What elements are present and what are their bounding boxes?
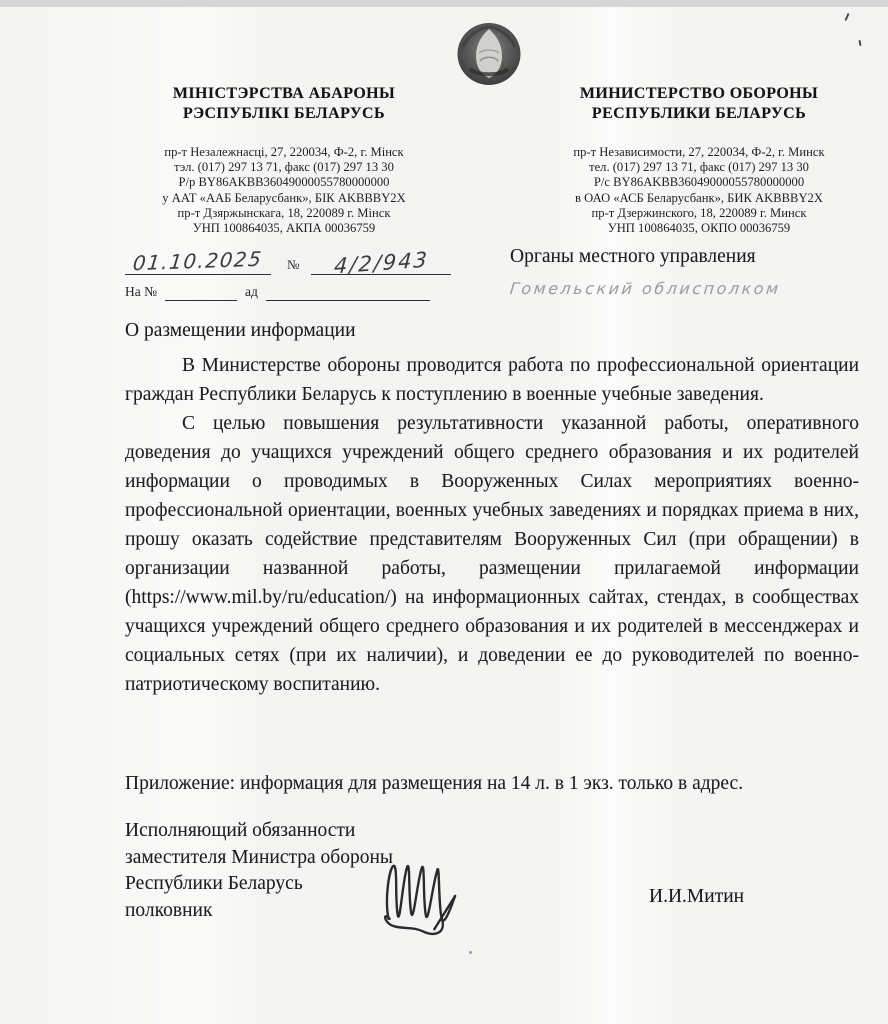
handwritten-date: 01.10.2025: [132, 246, 264, 276]
body-paragraph: С целью повышения результативности указанной работы, оперативного доведения до учащихся учреждений общего среднего образования и их родителей информации о проводимых в Вооруженных Силах мероприятиях военно-профессиональной ориентации, военных учебных заведениях и порядках приема в них, прошу оказать содействие представителям Вооруженных Сил (при обращении) в организации названной работы, размещении прилагаемой информации (https://www.mil.by/ru/education/) на информационных сайтах, стендах, в сообществах учащихся учреждений общего среднего образования и их родителей в мессенджерах и социальных сетях (при их наличии), и доведении ее до руководителей по военно-патриотическому воспитанию.: [125, 413, 859, 695]
closing-line: заместителя Министра обороны: [125, 846, 394, 868]
letterhead-russian: [518, 84, 880, 236]
address-line: УНП 100864035, АКПА 00036759: [192, 221, 376, 236]
date-number-row: [125, 246, 505, 279]
from-date-line: [266, 300, 430, 301]
address-line: пр-т Незалежнасці, 27, 220034, Ф-2, г. Мінск: [164, 145, 404, 159]
scan-mark-icon: [844, 13, 849, 21]
body-paragraph: В Министерстве обороны проводится работа по профессиональной ориентации граждан Республики Беларусь к поступлению в военные учебные заведения.: [125, 355, 859, 405]
closing-line: Исполняющий обязанности: [125, 820, 356, 841]
ministry-title-by-line1: МІНІСТЭРСТВА АБАРОНЫ: [172, 85, 396, 102]
ministry-address-by: [98, 145, 470, 236]
handwritten-number: 4/2/943: [333, 247, 430, 279]
address-line: тел. (017) 297 13 71, факс (017) 297 13 30: [589, 160, 809, 175]
ministry-title-ru-line1: МИНИСТЕРСТВО ОБОРОНЫ: [579, 85, 819, 102]
number-line: [311, 247, 451, 279]
address-line: пр-т Дзержинского, 18, 220089 г. Минск: [591, 205, 807, 220]
closing-block: [125, 818, 859, 924]
address-line: в ОАО «АСБ Беларусбанк», БИК AKBBBY2X: [575, 190, 823, 205]
from-label: ад: [245, 284, 258, 299]
scan-edge-artifact: [0, 0, 888, 7]
recipient-block: [510, 246, 870, 299]
letter-body: [125, 351, 859, 699]
scan-mark-icon: [858, 40, 861, 46]
closing-line: полковник: [125, 899, 213, 921]
on-number-label: На №: [125, 284, 157, 299]
reference-block: [125, 246, 505, 301]
address-line: у ААТ «ААБ Беларусбанк», БІК AKBBBY2X: [162, 190, 406, 205]
address-line: Р/с BY86AKBB36049000055780000000: [593, 175, 805, 190]
address-line: Р/р BY86AKBB36049000055780000000: [178, 175, 390, 190]
coat-of-arms-icon: [455, 21, 523, 87]
subject-line: О размещении информации: [125, 320, 356, 341]
number-sign: №: [287, 257, 300, 272]
ministry-title-by-line2: РЭСПУБЛІКІ БЕЛАРУСЬ: [183, 105, 385, 122]
recipient-handwritten: Гомельский облисполком: [509, 279, 782, 298]
address-line: УНП 100864035, ОКПО 00036759: [607, 221, 791, 236]
address-line: пр-т Дзяржынскага, 18, 220089 г. Мінск: [177, 205, 391, 220]
date-line: [125, 246, 271, 276]
in-reply-row: [125, 284, 505, 301]
address-line: тэл. (017) 297 13 71, факс (017) 297 13 30: [174, 160, 394, 175]
signer-name: И.И.Митин: [649, 886, 745, 907]
ministry-address-ru: [518, 145, 880, 236]
on-number-line: [165, 300, 237, 301]
closing-line: Республики Беларусь: [125, 873, 303, 894]
ministry-title-ru-line2: РЕСПУБЛИКИ БЕЛАРУСЬ: [591, 105, 807, 122]
letterhead-belarusian: [98, 84, 470, 236]
attachment-note: Приложение: информация для размещения на 14 л. в 1 экз. только в адрес.: [125, 773, 744, 794]
recipient-printed: Органы местного управления: [510, 246, 756, 267]
signature-mark: [375, 854, 479, 940]
scan-speck: [469, 951, 472, 954]
address-line: пр-т Независимости, 27, 220034, Ф-2, г. Минск: [573, 145, 825, 159]
